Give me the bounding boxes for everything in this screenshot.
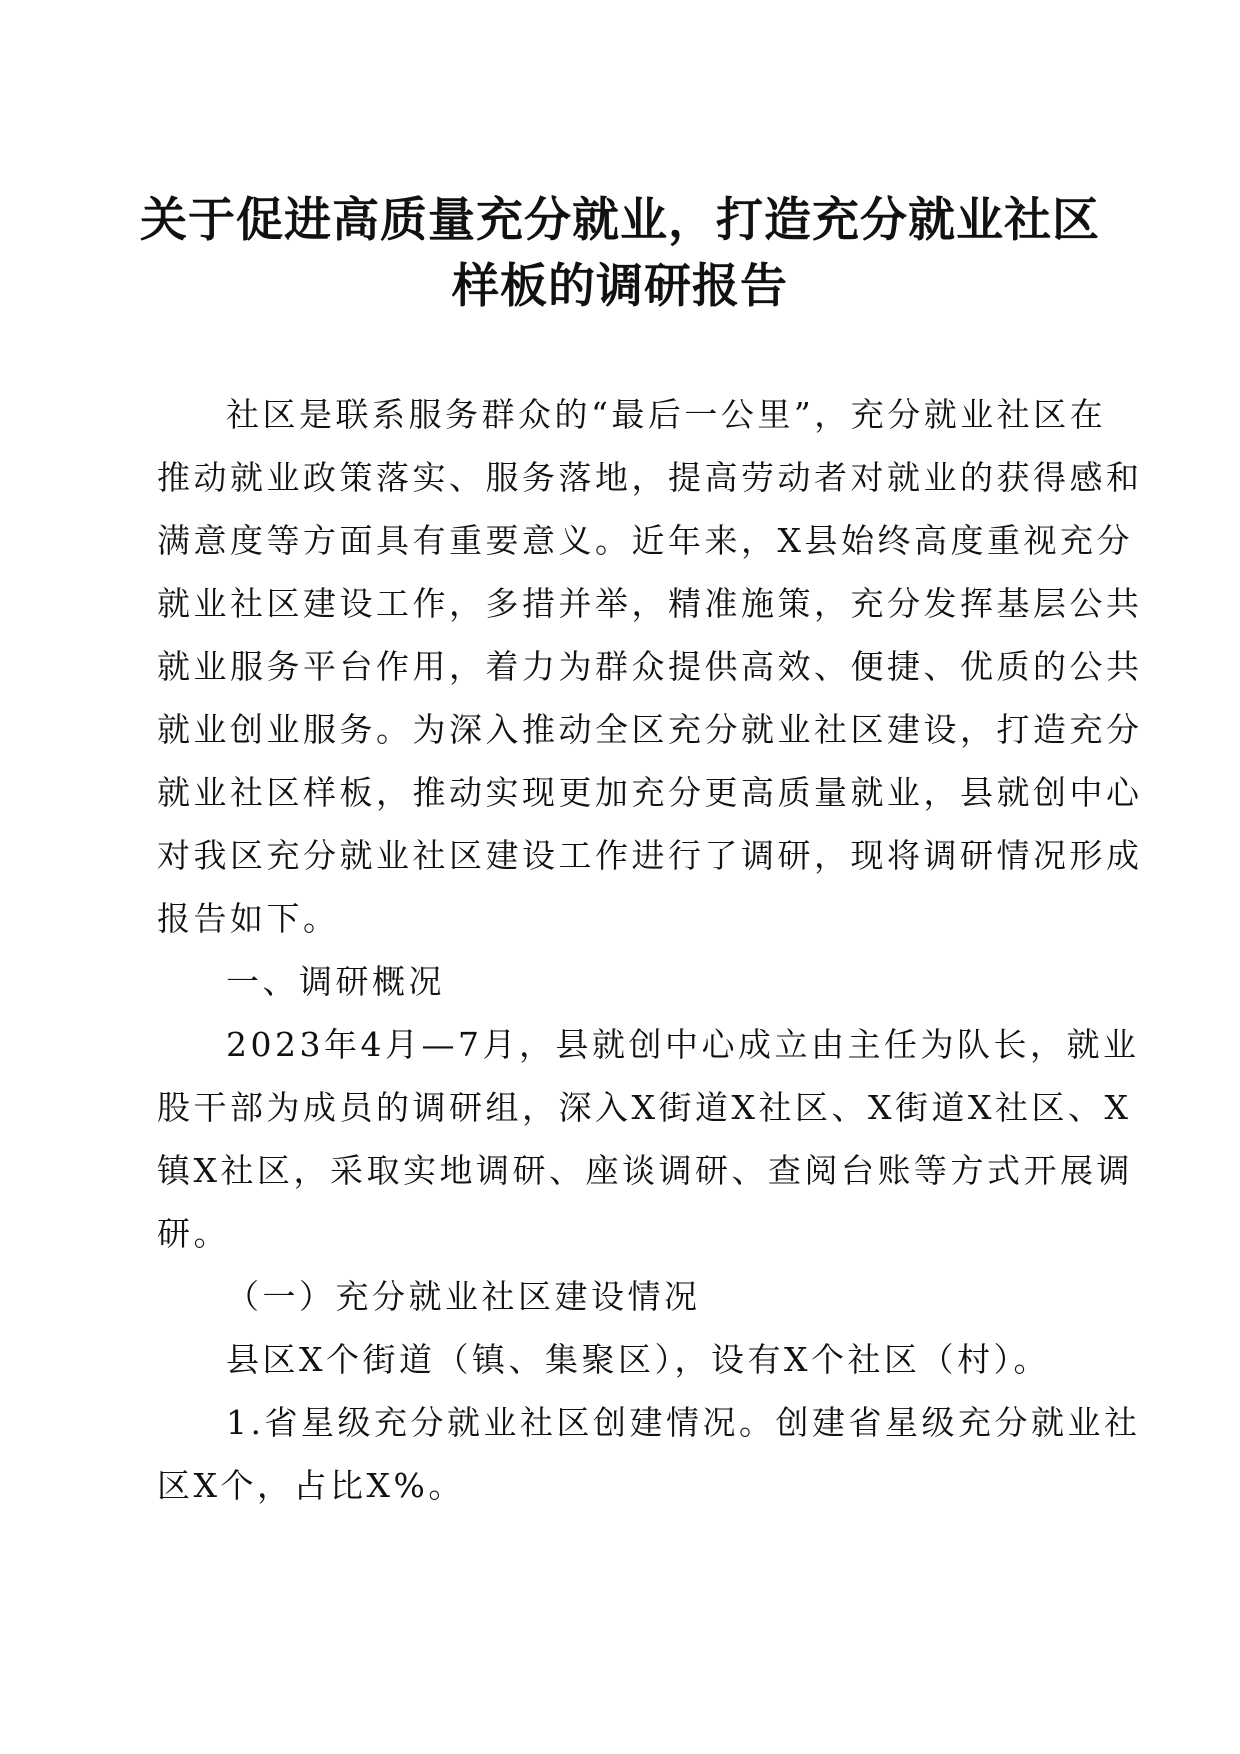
overview-paragraph-line: 股干部为成员的调研组，深入X街道X社区、X街道X社区、X (157, 1088, 1132, 1127)
intro-paragraph-line: 就业创业服务。为深入推动全区充分就业社区建设，打造充分 (157, 710, 1143, 749)
item-paragraph-line: 1.省星级充分就业社区创建情况。创建省星级充分就业社 (226, 1403, 1141, 1442)
title-line-2: 样板的调研报告 (452, 259, 788, 314)
overview-paragraph-line: 研。 (157, 1214, 230, 1253)
intro-paragraph-line: 就业社区建设工作，多措并举，精准施策，充分发挥基层公共 (157, 584, 1143, 623)
title-line-1: 关于促进高质量充分就业，打造充分就业社区 (140, 193, 1100, 248)
overview-paragraph-line: 镇X社区，采取实地调研、座谈调研、查阅台账等方式开展调 (157, 1151, 1133, 1190)
intro-paragraph-line: 就业社区样板，推动实现更加充分更高质量就业，县就创中心 (157, 773, 1143, 812)
intro-paragraph-line: 社区是联系服务群众的“最后一公里”，充分就业社区在 (226, 395, 1107, 434)
intro-paragraph-line: 报告如下。 (157, 899, 340, 938)
document-title (0, 188, 1240, 320)
intro-paragraph-line: 满意度等方面具有重要意义。近年来，X县始终高度重视充分 (157, 521, 1133, 560)
document-body (157, 383, 1143, 1517)
district-paragraph-line: 县区X个街道（镇、集聚区），设有X个社区（村）。 (226, 1340, 1050, 1379)
intro-paragraph-line: 对我区充分就业社区建设工作进行了调研，现将调研情况形成 (157, 836, 1143, 875)
item-paragraph-line: 区X个，占比X%。 (157, 1466, 465, 1505)
intro-paragraph-line: 就业服务平台作用，着力为群众提供高效、便捷、优质的公共 (157, 647, 1143, 686)
subsection-heading: （一）充分就业社区建设情况 (226, 1277, 701, 1316)
intro-paragraph-line: 推动就业政策落实、服务落地，提高劳动者对就业的获得感和 (157, 458, 1143, 497)
section-heading: 一、调研概况 (226, 962, 445, 1001)
overview-paragraph-line: 2023年4月—7月，县就创中心成立由主任为队长，就业 (226, 1025, 1140, 1064)
